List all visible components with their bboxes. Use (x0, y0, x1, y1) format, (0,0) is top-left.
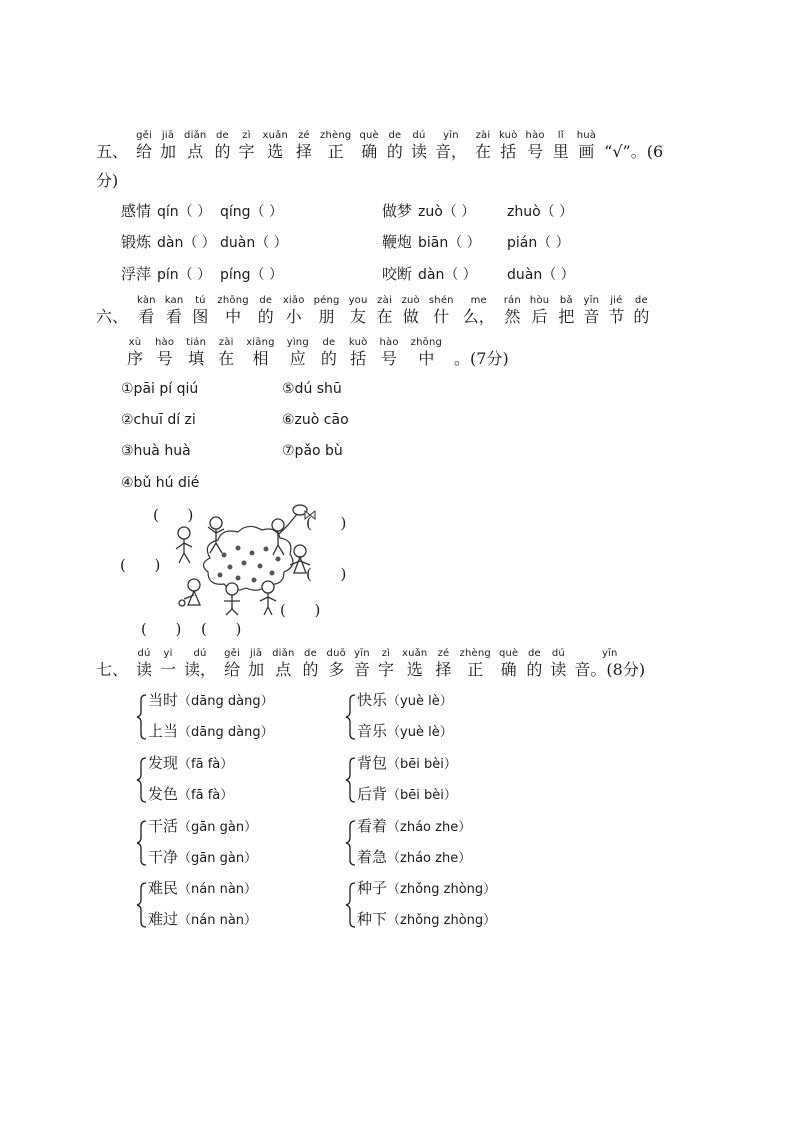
polyphone-item (148, 909, 257, 931)
pinyin-annotation: de (527, 648, 541, 659)
pinyin-choices: （bēi bèi） (387, 757, 457, 772)
pinyin-choices: （gān gàn） (178, 851, 258, 866)
pinyin-option-1: qín（ ） (157, 204, 212, 220)
activity-option: ⑥zuò cāo (282, 412, 349, 428)
hanzi-text: 多 (328, 660, 345, 679)
polyphone-word: 快乐 (357, 691, 388, 709)
hanzi-text: 择 (296, 142, 313, 161)
ruby-segment (136, 130, 152, 162)
hanzi-text: 在 (376, 307, 393, 326)
hanzi-text: 音， (434, 142, 467, 161)
ruby-segment (574, 648, 645, 680)
ruby-segment (402, 295, 420, 327)
hanzi-text: 读， (184, 660, 217, 679)
pinyin-choices: （yuè lè） (387, 725, 453, 740)
pinyin-choices: （fā fà） (178, 788, 234, 803)
pinyin-annotation: hòu (529, 295, 550, 306)
choice-word: 浮萍 (121, 265, 152, 283)
pinyin-annotation: kuò (348, 337, 368, 348)
pinyin-option-2: duàn（ ） (507, 267, 575, 283)
polyphone-item (148, 847, 257, 869)
pinyin-option-1: pín（ ） (157, 267, 212, 283)
hanzi-text: 给 (136, 142, 153, 161)
ruby-segment (504, 295, 521, 327)
ruby-segment (411, 337, 442, 369)
polyphone-word: 上当 (148, 722, 179, 740)
pinyin-choices: （nán nàn） (178, 882, 258, 897)
polyphone-item (357, 816, 471, 838)
ruby-segment (475, 130, 491, 162)
pinyin-choices: （zhǒng zhòng） (387, 913, 497, 928)
ruby-segment (608, 295, 624, 327)
ruby-segment (526, 648, 542, 680)
pinyin-option-2: qíng（ ） (220, 204, 283, 220)
ruby-segment (354, 648, 370, 680)
polyphone-item (357, 909, 496, 931)
ruby-segment (303, 648, 319, 680)
hanzi-text: 做 (402, 307, 419, 326)
hanzi-text: 确 (361, 142, 378, 161)
hanzi-text: 的 (302, 660, 319, 679)
pinyin-annotation: diǎn (184, 130, 207, 141)
pinyin-choices: （bēi bèi） (387, 788, 457, 803)
polyphone-word: 后背 (357, 785, 388, 803)
hanzi-text: 七、 (96, 660, 129, 679)
hanzi-text: 看 (138, 307, 155, 326)
answer-blank: ( ) (280, 601, 321, 619)
ruby-segment (633, 295, 649, 327)
ruby-segment (327, 648, 346, 680)
curly-brace (136, 820, 148, 866)
hanzi-text: 音 (353, 660, 370, 679)
choice-word: 咬断 (382, 265, 413, 283)
hanzi-text: 字 (238, 142, 255, 161)
pinyin-annotation: kàn (137, 295, 156, 306)
hanzi-text: 么， (462, 307, 495, 326)
ruby-segment (283, 295, 305, 327)
pinyin-annotation: kuò (498, 130, 518, 141)
hanzi-text: 五、 (96, 142, 129, 161)
pinyin-choices: （zhǒng zhòng） (387, 882, 497, 897)
ruby-segment (463, 295, 495, 327)
curly-brace (136, 694, 148, 740)
hanzi-text: 音 (583, 307, 600, 326)
hanzi-text: 括 (350, 349, 367, 368)
ruby-segment (224, 648, 240, 680)
pinyin-option-1: dàn（ ） (157, 235, 216, 251)
pinyin-annotation: jiā (161, 130, 175, 141)
pinyin-annotation: yìng (286, 337, 309, 348)
section7-header (96, 648, 645, 680)
ruby-segment (349, 337, 368, 369)
choice-word: 锻炼 (121, 233, 152, 251)
ruby-segment (359, 130, 378, 162)
ruby-segment (127, 337, 143, 369)
choice-word: 鞭炮 (382, 233, 413, 251)
polyphone-item (357, 753, 457, 775)
ruby-segment (184, 130, 206, 162)
hanzi-text: “√”。(6 (604, 142, 664, 161)
ruby-segment (454, 337, 509, 369)
hanzi-text: 看 (166, 307, 183, 326)
curly-brace (136, 757, 148, 803)
pinyin-annotation: xù (128, 337, 142, 348)
hanzi-text: 的 (633, 307, 650, 326)
pinyin-annotation: hào (525, 130, 545, 141)
pinyin-annotation: zì (242, 130, 251, 141)
activity-option: ①pāi pí qiú (121, 381, 199, 397)
polyphone-item (357, 847, 471, 869)
pinyin-annotation: de (322, 337, 336, 348)
activity-option: ⑤dú shū (282, 381, 342, 397)
pinyin-annotation: zài (475, 130, 491, 141)
hanzi-text: 中 (418, 349, 435, 368)
polyphone-item (357, 878, 496, 900)
hanzi-text: 选 (406, 660, 423, 679)
pinyin-annotation: xiāng (246, 337, 275, 348)
pinyin-choices: （zháo zhe） (387, 820, 472, 835)
pinyin-annotation: huà (576, 130, 597, 141)
choice-word: 做梦 (382, 202, 413, 220)
hanzi-text: 后 (531, 307, 548, 326)
pinyin-annotation: zhèng (320, 130, 352, 141)
pinyin-annotation: gěi (224, 648, 241, 659)
ruby-segment (387, 130, 403, 162)
ruby-segment (136, 648, 152, 680)
pinyin-annotation: tú (195, 295, 206, 306)
activity-option: ⑦pǎo bù (282, 443, 343, 459)
ruby-segment (377, 295, 393, 327)
pinyin-annotation: you (348, 295, 368, 306)
polyphone-item (148, 878, 257, 900)
ruby-segment (379, 337, 398, 369)
ruby-segment (530, 295, 549, 327)
hanzi-text: 一 (160, 660, 177, 679)
polyphone-word: 种子 (357, 879, 388, 897)
hanzi-text: 点 (187, 142, 204, 161)
hanzi-text: 画 (578, 142, 595, 161)
hanzi-text: 选 (267, 142, 284, 161)
polyphone-word: 发现 (148, 754, 179, 772)
pinyin-annotation: de (304, 648, 317, 659)
choice-word: 感情 (121, 202, 152, 220)
pinyin-annotation: zhèng (459, 648, 491, 659)
hanzi-text: 点 (275, 660, 292, 679)
ruby-segment (349, 295, 368, 327)
hanzi-text: 中 (225, 307, 242, 326)
hanzi-text: 音。(8分) (574, 660, 646, 679)
hanzi-text: 什 (433, 307, 450, 326)
pinyin-annotation: dú (137, 648, 151, 659)
pinyin-annotation: me (470, 295, 487, 306)
pinyin-annotation: de (259, 295, 273, 306)
ruby-segment (499, 648, 518, 680)
pinyin-option-1: biān（ ） (418, 235, 481, 251)
pinyin-annotation: dú (193, 648, 207, 659)
pinyin-annotation: de (388, 130, 402, 141)
hanzi-text: 择 (435, 660, 452, 679)
polyphone-word: 干活 (148, 817, 179, 835)
pinyin-annotation: xuǎn (401, 648, 428, 659)
ruby-segment (246, 337, 275, 369)
curly-brace (345, 882, 357, 928)
pinyin-annotation: què (359, 130, 379, 141)
hanzi-text: 加 (160, 142, 177, 161)
ruby-segment (160, 648, 176, 680)
pinyin-choices: （dāng dàng） (178, 694, 274, 709)
hanzi-text: 号 (156, 349, 173, 368)
pinyin-option-2: pián（ ） (507, 235, 570, 251)
pinyin-option-1: zuò（ ） (418, 204, 476, 220)
ruby-segment (272, 648, 294, 680)
ruby-segment (435, 648, 451, 680)
hanzi-text: 号 (381, 349, 398, 368)
pinyin-annotation: zài (218, 337, 234, 348)
pinyin-option-1: dàn（ ） (418, 267, 477, 283)
pinyin-annotation: zì (381, 648, 391, 659)
polyphone-word: 背包 (357, 754, 388, 772)
hanzi-text: 的 (320, 349, 337, 368)
activity-option: ③huà huà (121, 443, 191, 459)
pinyin-annotation: duō (326, 648, 346, 659)
ruby-segment (214, 130, 230, 162)
polyphone-item (357, 690, 453, 712)
activity-option: ②chuī dí zi (121, 412, 196, 428)
polyphone-item (148, 784, 233, 806)
pinyin-annotation: de (216, 130, 229, 141)
pinyin-annotation: yīn (601, 648, 618, 659)
hanzi-text: 的 (214, 142, 231, 161)
pinyin-annotation: xiǎo (282, 295, 305, 306)
polyphone-word: 音乐 (357, 722, 388, 740)
polyphone-item (357, 784, 457, 806)
hanzi-text: 的 (526, 660, 543, 679)
hanzi-text: 读 (410, 142, 427, 161)
pinyin-annotation: péng (313, 295, 340, 306)
pinyin-annotation: dú (551, 648, 565, 659)
ruby-segment (96, 130, 128, 162)
hanzi-text: 应 (289, 349, 306, 368)
pinyin-annotation: yīn (443, 130, 459, 141)
ruby-segment (321, 337, 337, 369)
pinyin-annotation: de (634, 295, 648, 306)
pinyin-annotation: hào (155, 337, 175, 348)
pinyin-annotation: rán (503, 295, 521, 306)
hanzi-text: 的 (257, 307, 274, 326)
hanzi-text: 正 (327, 142, 344, 161)
ruby-segment (435, 130, 467, 162)
pinyin-annotation: bǎ (559, 295, 573, 306)
hanzi-text: 号 (527, 142, 544, 161)
ruby-segment (248, 648, 264, 680)
pinyin-annotation: kan (164, 295, 184, 306)
curly-brace (136, 882, 148, 928)
ruby-segment (604, 130, 663, 162)
pinyin-annotation: yīn (583, 295, 600, 306)
pinyin-annotation: zé (298, 130, 310, 141)
ruby-segment (262, 130, 288, 162)
ruby-segment (258, 295, 274, 327)
ruby-segment (217, 295, 248, 327)
section5-header-continuation: 分) (96, 171, 119, 190)
polyphone-word: 难民 (148, 879, 179, 897)
pinyin-annotation: jiā (249, 648, 263, 659)
polyphone-item (148, 753, 233, 775)
ruby-segment (429, 295, 454, 327)
hanzi-text: 友 (350, 307, 367, 326)
pinyin-option-2: zhuò（ ） (507, 204, 574, 220)
answer-blank: ( ) (201, 620, 242, 638)
pinyin-annotation: zhōng (410, 337, 443, 348)
ruby-segment (160, 130, 176, 162)
hanzi-text: 然 (504, 307, 521, 326)
hanzi-text: 字 (377, 660, 394, 679)
hanzi-text: 序 (127, 349, 144, 368)
ruby-segment (218, 337, 234, 369)
answer-blank: ( ) (306, 514, 347, 532)
hanzi-text: 小 (285, 307, 302, 326)
ruby-segment (186, 337, 206, 369)
pinyin-annotation: zài (377, 295, 392, 306)
pinyin-annotation: tián (186, 337, 207, 348)
hanzi-text: 在 (474, 142, 491, 161)
polyphone-word: 看着 (357, 817, 388, 835)
hanzi-text: 节 (608, 307, 625, 326)
pinyin-annotation: jié (610, 295, 623, 306)
ruby-segment (402, 648, 428, 680)
hanzi-text: 加 (248, 660, 265, 679)
hanzi-text: 正 (467, 660, 484, 679)
polyphone-item (148, 690, 274, 712)
pinyin-annotation: gěi (136, 130, 152, 141)
pinyin-annotation: zuò (401, 295, 420, 306)
ruby-segment (165, 295, 184, 327)
pinyin-annotation: xuǎn (262, 130, 289, 141)
ruby-segment (378, 648, 394, 680)
ruby-segment (553, 130, 569, 162)
polyphone-word: 当时 (148, 691, 179, 709)
ruby-segment (238, 130, 254, 162)
pinyin-choices: （zháo zhe） (387, 851, 472, 866)
pinyin-choices: （yuè lè） (387, 694, 453, 709)
pinyin-annotation: shén (428, 295, 454, 306)
polyphone-word: 发色 (148, 785, 179, 803)
hanzi-text: 确 (500, 660, 517, 679)
curly-brace (345, 694, 357, 740)
ruby-segment (550, 648, 566, 680)
pinyin-option-2: duàn（ ） (220, 235, 288, 251)
hanzi-text: 的 (386, 142, 403, 161)
ruby-segment (558, 295, 574, 327)
ruby-segment (499, 130, 518, 162)
pinyin-option-2: píng（ ） (220, 267, 283, 283)
curly-brace (345, 820, 357, 866)
polyphone-item (357, 721, 453, 743)
polyphone-word: 干净 (148, 848, 179, 866)
ruby-segment (320, 130, 351, 162)
answer-blank: ( ) (153, 506, 194, 524)
ruby-segment (96, 295, 128, 327)
ruby-segment (526, 130, 545, 162)
ruby-segment (577, 130, 596, 162)
answer-blank: ( ) (141, 620, 182, 638)
pinyin-choices: （nán nàn） (178, 913, 258, 928)
pinyin-choices: （gān gàn） (178, 820, 258, 835)
activity-option: ④bǔ hú dié (121, 475, 200, 491)
hanzi-text: 读 (550, 660, 567, 679)
pinyin-annotation: lǐ (557, 130, 564, 141)
section6-header-line2 (127, 337, 509, 369)
hanzi-text: 里 (552, 142, 569, 161)
polyphone-word: 着急 (357, 848, 388, 866)
ruby-segment (137, 295, 156, 327)
curly-brace (345, 757, 357, 803)
hanzi-text: 。(7分) (454, 349, 509, 368)
ruby-segment (287, 337, 309, 369)
hanzi-text: 括 (500, 142, 517, 161)
hanzi-text: 给 (224, 660, 241, 679)
pinyin-annotation: zé (437, 648, 450, 659)
pinyin-annotation: hào (379, 337, 399, 348)
pinyin-annotation: yīn (354, 648, 370, 659)
pinyin-annotation: diǎn (272, 648, 295, 659)
polyphone-item (148, 721, 274, 743)
pinyin-annotation: zhōng (217, 295, 249, 306)
answer-blank: ( ) (306, 565, 347, 583)
ruby-segment (583, 295, 599, 327)
hanzi-text: 图 (192, 307, 209, 326)
pinyin-choices: （fā fà） (178, 757, 234, 772)
pinyin-annotation: yi (163, 648, 173, 659)
polyphone-item (148, 816, 257, 838)
pinyin-annotation: què (498, 648, 519, 659)
answer-blank: ( ) (120, 556, 161, 574)
hanzi-text: 读 (136, 660, 153, 679)
ruby-segment (314, 295, 340, 327)
section5-header (96, 130, 663, 162)
hanzi-text: 在 (218, 349, 235, 368)
ruby-segment (460, 648, 491, 680)
ruby-segment (411, 130, 427, 162)
ruby-segment (184, 648, 216, 680)
ruby-segment (155, 337, 174, 369)
ruby-segment (96, 648, 128, 680)
hanzi-text: 六、 (96, 307, 129, 326)
polyphone-word: 难过 (148, 910, 179, 928)
hanzi-text: 填 (188, 349, 205, 368)
ruby-segment (192, 295, 208, 327)
hanzi-text: 朋 (318, 307, 335, 326)
hanzi-text: 相 (252, 349, 269, 368)
section6-header-line1 (96, 295, 649, 327)
pinyin-annotation: dú (412, 130, 426, 141)
pinyin-choices: （dāng dàng） (178, 725, 274, 740)
hanzi-text: 把 (558, 307, 575, 326)
ruby-segment (296, 130, 312, 162)
polyphone-word: 种下 (357, 910, 388, 928)
